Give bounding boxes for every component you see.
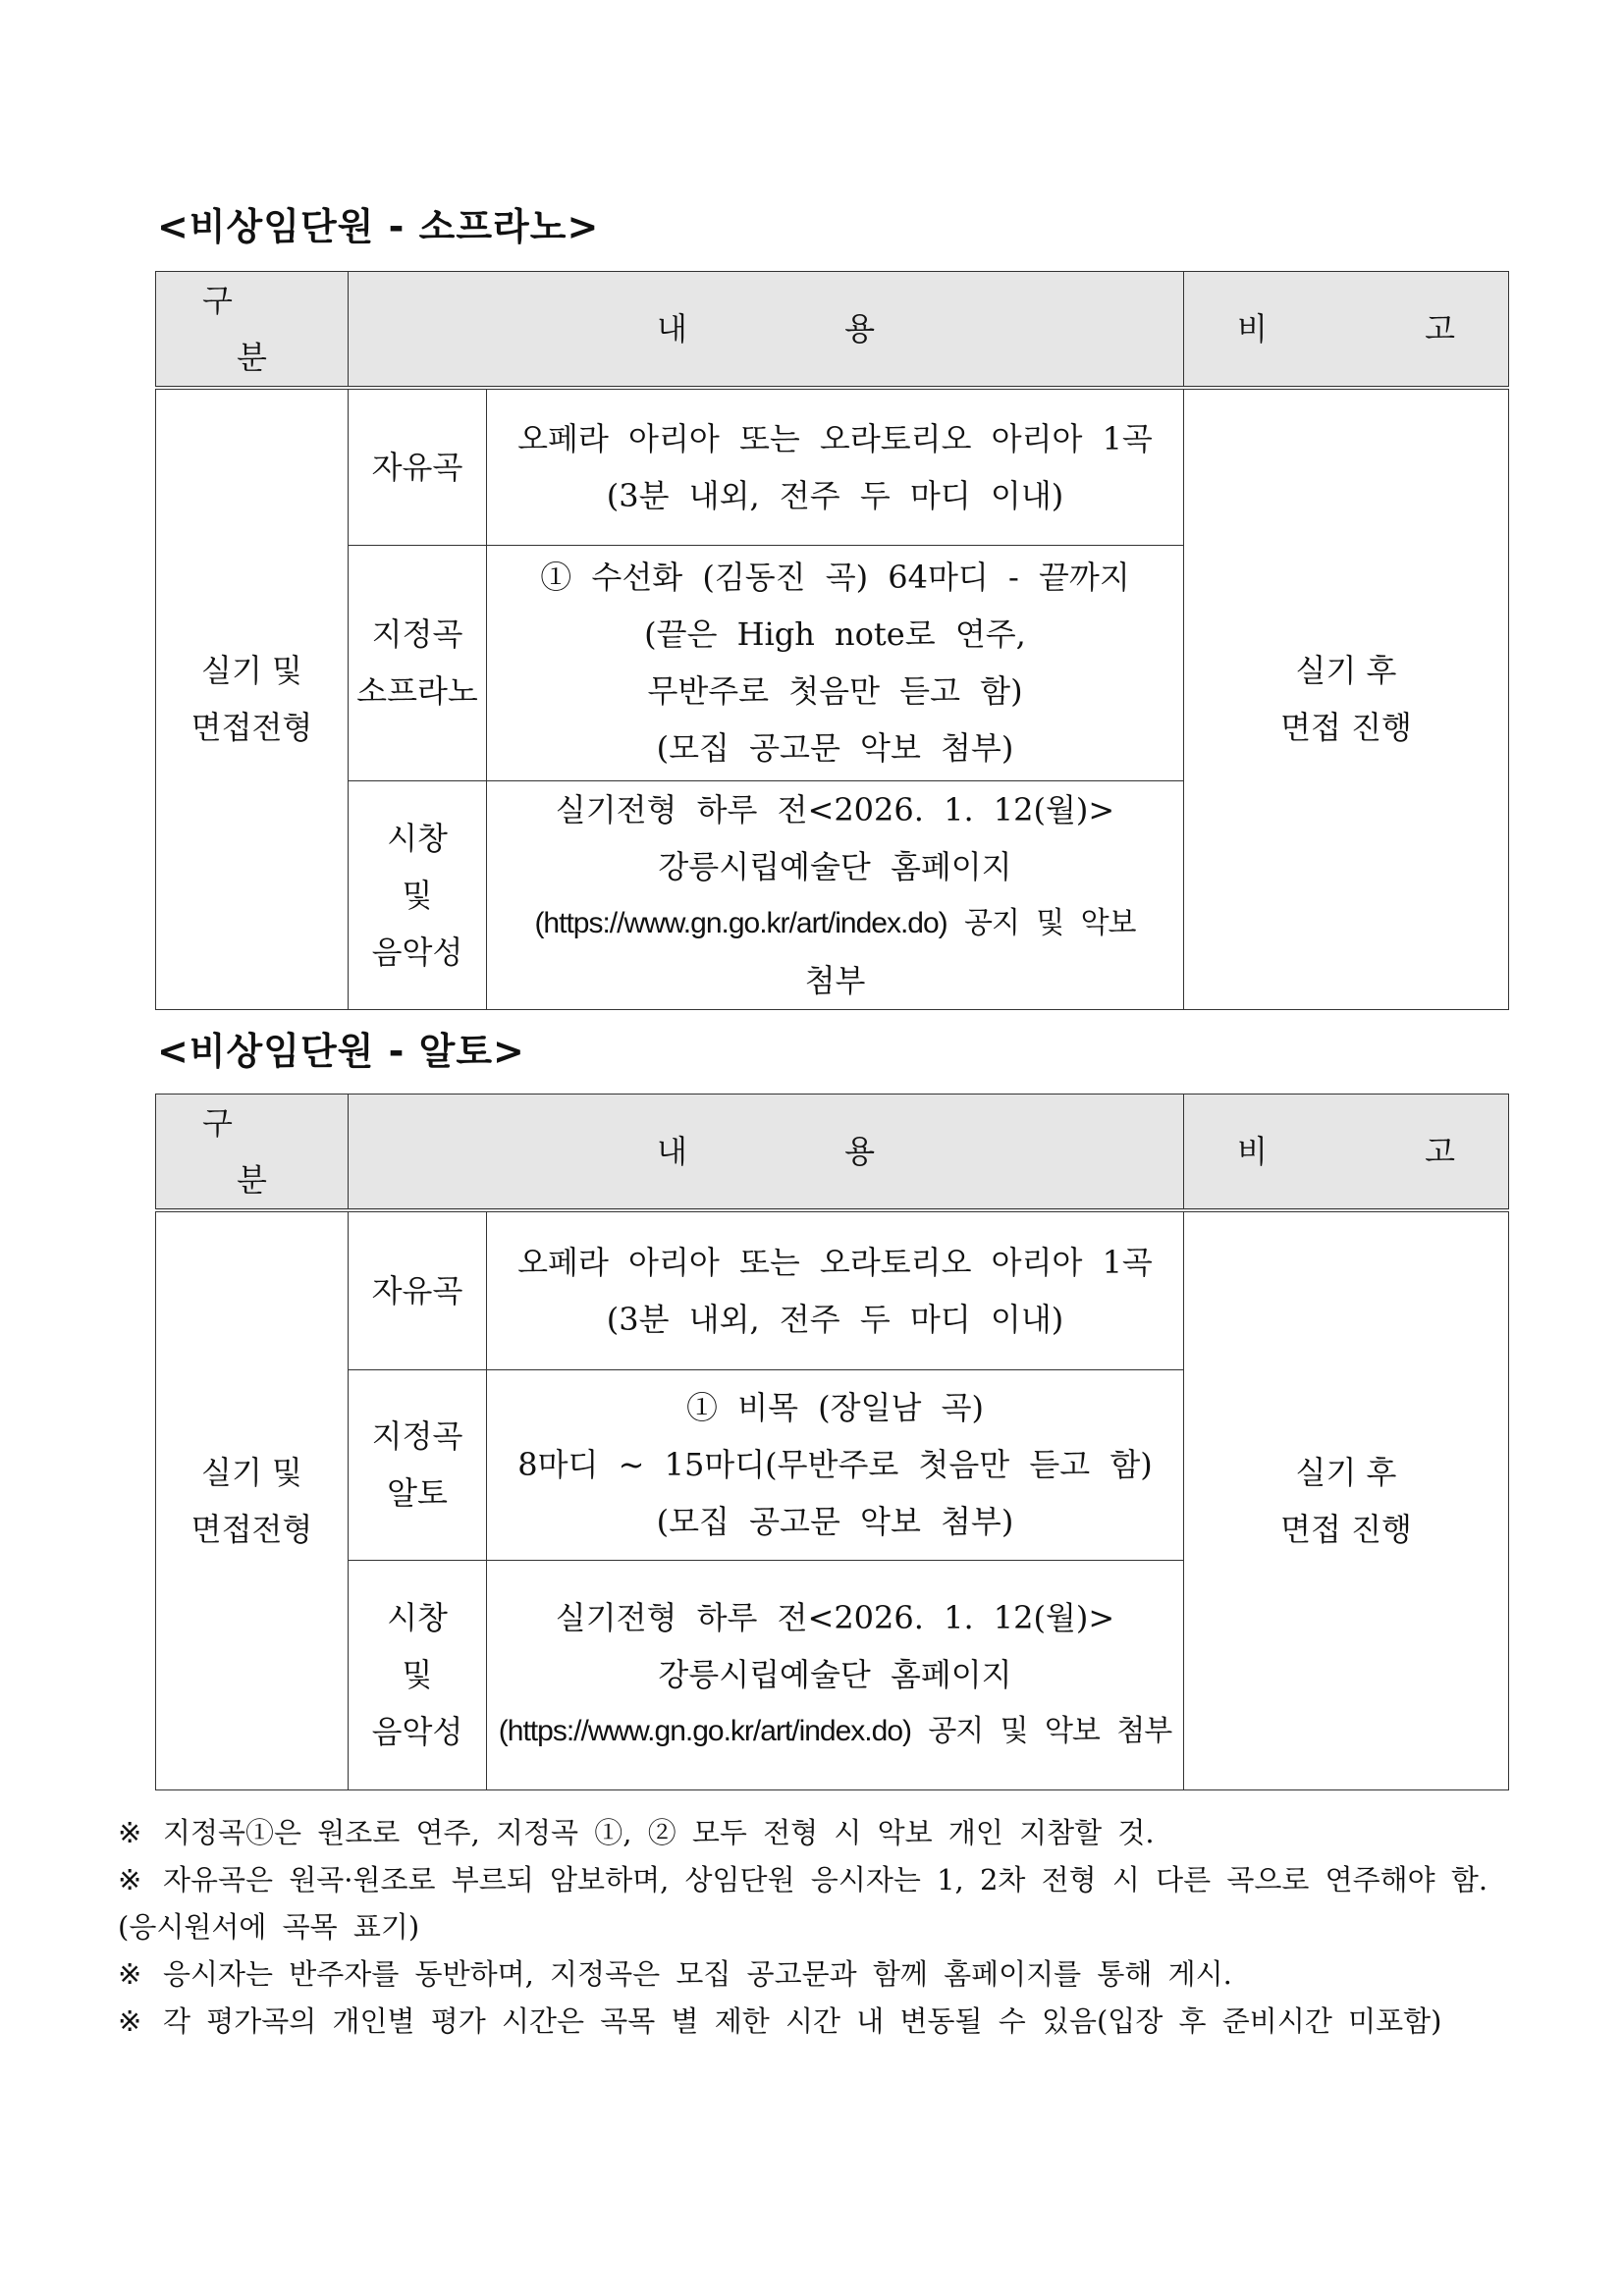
row-label-assigned-piece: 지정곡 알토 [349,1369,487,1560]
row-content-assigned-piece: ① 비목 (장일남 곡) 8마디 ~ 15마디(무반주로 첫음만 듣고 함) (모집 공고문 악보 첨부) [487,1369,1184,1560]
row-label-assigned-piece: 지정곡 소프라노 [349,545,487,780]
notes-list [118,1809,1532,2045]
row-label-free-piece: 자유곡 [349,388,487,545]
homepage-url-text: (https://www.gn.go.kr/art/index.do) 공지 및 악보 첨부 [498,1715,1172,1747]
note-text: 각 평가곡의 개인별 평가 시간은 곡목 별 제한 시간 내 변동될 수 있음(입장 후 준비시간 미포함) [163,2004,1442,2038]
header-category: 구 분 [156,1095,349,1211]
row-content-sight-singing: 실기전형 하루 전<2026. 1. 12(월)> 강릉시립예술단 홈페이지 (https://www.gn.go.kr/art/index.do) 공지 및 악보 첨부 [487,780,1184,1009]
category-cell: 실기 및 면접전형 [156,388,349,1009]
header-content: 내 용 [349,272,1184,389]
homepage-url-text: (https://www.gn.go.kr/art/index.do) 공지 및 악보 [534,906,1136,939]
list-item [118,1998,1532,2045]
header-remark: 비 고 [1184,1095,1509,1211]
row-content-free-piece: 오페라 아리아 또는 오라토리오 아리아 1곡 (3분 내외, 전주 두 마디 이내) [487,1210,1184,1369]
row-content-assigned-piece: ① 수선화 (김동진 곡) 64마디 - 끝까지 (끝은 High note로 연주, 무반주로 첫음만 듣고 함) (모집 공고문 악보 첨부) [487,545,1184,780]
header-category: 구 분 [156,272,349,389]
note-mark: ※ [118,1863,142,1896]
row-content-sight-singing: 실기전형 하루 전<2026. 1. 12(월)> 강릉시립예술단 홈페이지 (https://www.gn.go.kr/art/index.do) 공지 및 악보 첨부 [487,1560,1184,1789]
note-text: 지정곡①은 원조로 연주, 지정곡 ①, ② 모두 전형 시 악보 개인 지참할 것. [163,1816,1155,1849]
note-text: 응시자는 반주자를 동반하며, 지정곡은 모집 공고문과 함께 홈페이지를 통해 게시. [163,1957,1232,1991]
row-label-free-piece: 자유곡 [349,1210,487,1369]
soprano-table [155,271,1524,1010]
alto-section-title: <비상임단원 - 알토> [157,1030,525,1073]
table-row [156,388,1509,545]
row-label-sight-singing: 시창 및 음악성 [349,780,487,1009]
header-remark: 비 고 [1184,272,1509,389]
row-label-sight-singing: 시창 및 음악성 [349,1560,487,1789]
list-item [118,1809,1532,1856]
list-item [118,1856,1532,1903]
note-mark: ※ [118,2004,142,2038]
table-header-row [156,272,1509,389]
list-item [118,1950,1532,1998]
remark-cell: 실기 후 면접 진행 [1184,388,1509,1009]
note-mark: ※ [118,1816,142,1849]
category-cell: 실기 및 면접전형 [156,1210,349,1789]
note-continuation: (응시원서에 곡목 표기) [118,1910,420,1944]
soprano-section-title: <비상임단원 - 소프라노> [157,205,600,248]
alto-table [155,1094,1524,1790]
note-mark: ※ [118,1957,142,1991]
remark-cell: 실기 후 면접 진행 [1184,1210,1509,1789]
row-content-free-piece: 오페라 아리아 또는 오라토리오 아리아 1곡 (3분 내외, 전주 두 마디 이내) [487,388,1184,545]
header-content: 내 용 [349,1095,1184,1211]
table-row [156,1210,1509,1369]
table-header-row [156,1095,1509,1211]
note-text: 자유곡은 원곡·원조로 부르되 암보하며, 상임단원 응시자는 1, 2차 전형 시 다른 곡으로 연주해야 함. [163,1863,1488,1896]
